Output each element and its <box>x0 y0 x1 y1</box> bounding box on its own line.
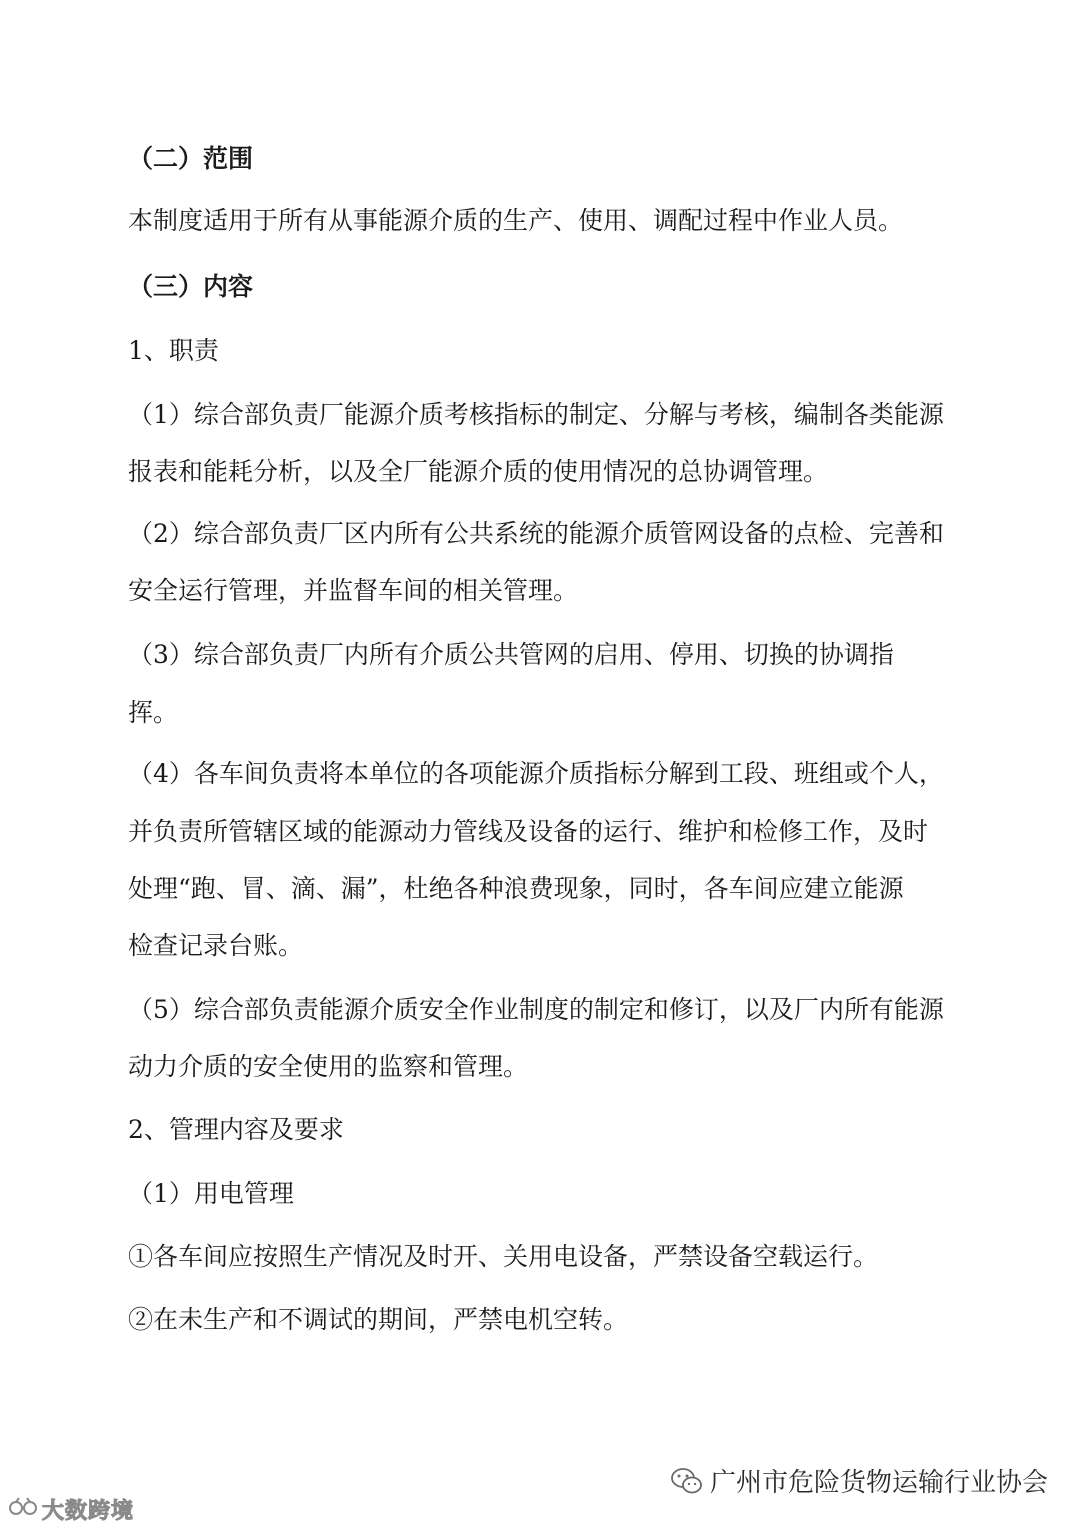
section-heading: （三）内容 <box>128 272 254 301</box>
paragraph-line: （2）综合部负责厂区内所有公共系统的能源介质管网设备的点检、完善和 <box>128 519 944 548</box>
paragraph-line: 处理“跑、冒、滴、漏”，杜绝各种浪费现象，同时，各车间应建立能源 <box>128 874 904 903</box>
wechat-account-watermark <box>670 1462 1048 1499</box>
paragraph-line: 动力介质的安全使用的监察和管理。 <box>128 1052 529 1081</box>
paragraph-line: （1）用电管理 <box>128 1179 294 1208</box>
paragraph-line: 1、职责 <box>128 336 219 365</box>
paragraph-line: 安全运行管理，并监督车间的相关管理。 <box>128 576 579 605</box>
paragraph-line: （3）综合部负责厂内所有介质公共管网的启用、停用、切换的协调指 <box>128 640 894 669</box>
wechat-icon <box>670 1466 704 1496</box>
paragraph-line: 报表和能耗分析，以及全厂能源介质的使用情况的总协调管理。 <box>128 457 829 486</box>
paragraph-line: 挥。 <box>128 698 179 727</box>
paragraph-line: （4）各车间负责将本单位的各项能源介质指标分解到工段、班组或个人， <box>128 759 944 788</box>
binoculars-logo-icon <box>8 1496 38 1523</box>
brand-watermark-text: 大数跨境 <box>42 1499 135 1524</box>
paragraph-line: （1）综合部负责厂能源介质考核指标的制定、分解与考核，编制各类能源 <box>128 400 944 429</box>
wechat-account-name: 广州市危险货物运输行业协会 <box>709 1468 1048 1498</box>
paragraph-line: ②在未生产和不调试的期间，严禁电机空转。 <box>128 1305 629 1334</box>
paragraph-line: 本制度适用于所有从事能源介质的生产、使用、调配过程中作业人员。 <box>128 206 904 235</box>
brand-watermark <box>8 1494 134 1525</box>
section-heading: （二）范围 <box>128 144 254 173</box>
paragraph-line: （5）综合部负责能源介质安全作业制度的制定和修订，以及厂内所有能源 <box>128 995 944 1024</box>
paragraph-line: ①各车间应按照生产情况及时开、关用电设备，严禁设备空载运行。 <box>128 1242 879 1271</box>
paragraph-line: 并负责所管辖区域的能源动力管线及设备的运行、维护和检修工作，及时 <box>128 817 929 846</box>
paragraph-line: 2、管理内容及要求 <box>128 1115 344 1144</box>
paragraph-line: 检查记录台账。 <box>128 931 304 960</box>
